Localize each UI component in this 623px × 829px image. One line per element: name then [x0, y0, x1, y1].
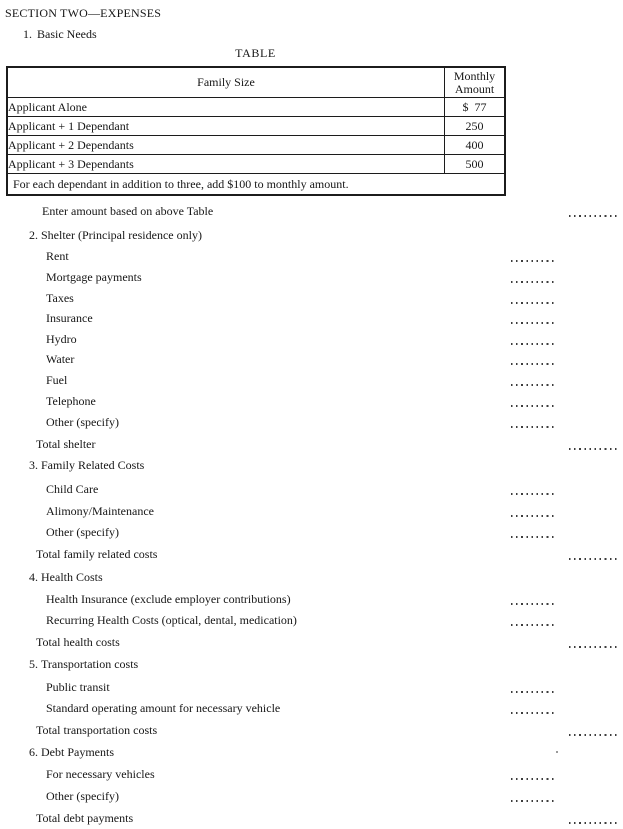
section-header-health-costs — [0, 571, 623, 585]
expense-line — [0, 374, 623, 388]
section-title: Family Related Costs — [41, 458, 145, 472]
table-row — [7, 136, 505, 155]
expense-item-label: Water — [46, 352, 75, 366]
amount-cell: $ 77 — [445, 98, 506, 117]
section-number: 1. — [23, 27, 32, 41]
expense-item-label: Other (specify) — [46, 789, 119, 803]
total-line — [0, 438, 623, 452]
section-title: Shelter (Principal residence only) — [41, 228, 202, 242]
expense-item-label: Other (specify) — [46, 415, 119, 429]
section-header-basic-needs — [0, 28, 623, 42]
amount-field-dots — [511, 322, 557, 324]
section-number: 5. — [29, 657, 38, 671]
total-label: Total transportation costs — [36, 723, 158, 737]
section-title: Basic Needs — [37, 27, 97, 41]
expense-item-label: For necessary vehicles — [46, 767, 155, 781]
expense-line — [0, 790, 623, 804]
total-line — [0, 724, 623, 738]
amount-cell: 250 — [445, 117, 506, 136]
table-footnote-row — [7, 174, 505, 196]
amount-field-dots — [511, 260, 557, 262]
amount-field-dots — [511, 493, 557, 495]
basic-needs-table — [6, 66, 506, 196]
expense-line — [0, 353, 623, 367]
section-header-transportation — [0, 658, 623, 672]
expense-item-label: Other (specify) — [46, 525, 119, 539]
expense-line — [0, 312, 623, 326]
amount-field-dots — [569, 558, 620, 560]
amount-field-dots — [511, 624, 557, 626]
expense-line — [0, 681, 623, 695]
expense-line — [0, 292, 623, 306]
family-size-header: Family Size — [7, 67, 445, 98]
amount-field-dots — [569, 646, 620, 648]
total-label: Total health costs — [36, 635, 120, 649]
expense-line — [0, 702, 623, 716]
expense-item-label: Standard operating amount for necessary vehicle — [46, 701, 281, 715]
amount-cell: 500 — [445, 155, 506, 174]
family-size-cell: Applicant + 1 Dependant — [7, 117, 445, 136]
section-number: 4. — [29, 570, 38, 584]
expense-line — [0, 271, 623, 285]
expense-line — [0, 416, 623, 430]
enter-amount-label: Enter amount based on above Table — [42, 204, 214, 218]
amount-field-dots — [569, 822, 620, 824]
amount-field-dots — [511, 691, 557, 693]
expense-line — [0, 768, 623, 782]
amount-field-dots — [511, 426, 557, 428]
page-title: SECTION TWO—EXPENSES — [5, 6, 162, 20]
table-header-row — [7, 67, 505, 98]
amount-field-dots — [511, 302, 557, 304]
section-number: 2. — [29, 228, 38, 242]
expense-line — [0, 505, 623, 519]
expense-item-label: Alimony/Maintenance — [46, 504, 154, 518]
expense-item-label: Recurring Health Costs (optical, dental, medication) — [46, 613, 297, 627]
section-header-family-costs — [0, 459, 623, 473]
total-line — [0, 812, 623, 826]
total-label: Total family related costs — [36, 547, 158, 561]
amount-field-dots — [511, 343, 557, 345]
total-label: Total debt payments — [36, 811, 134, 825]
expense-item-label: Taxes — [46, 291, 74, 305]
expense-item-label: Fuel — [46, 373, 68, 387]
expense-item-label: Hydro — [46, 332, 77, 346]
amount-field-dots — [511, 405, 557, 407]
amount-field-dots — [511, 712, 557, 714]
amount-field-dots — [569, 215, 620, 217]
amount-field-dots — [511, 363, 557, 365]
expense-item-label: Rent — [46, 249, 69, 263]
expense-line — [0, 250, 623, 264]
total-line — [0, 548, 623, 562]
expense-item-label: Child Care — [46, 482, 99, 496]
family-size-cell: Applicant + 3 Dependants — [7, 155, 445, 174]
monthly-amount-header: Monthly Amount — [445, 67, 506, 98]
enter-amount-line — [0, 205, 623, 219]
expense-item-label: Mortgage payments — [46, 270, 142, 284]
table-caption: TABLE — [235, 46, 276, 60]
family-size-cell: Applicant Alone — [7, 98, 445, 117]
section-title: Transportation costs — [41, 657, 139, 671]
section-header-shelter — [0, 229, 623, 243]
total-label: Total shelter — [36, 437, 96, 451]
expense-line — [0, 614, 623, 628]
expense-item-label: Telephone — [46, 394, 96, 408]
section-number: 3. — [29, 458, 38, 472]
family-size-cell: Applicant + 2 Dependants — [7, 136, 445, 155]
amount-field-dots — [511, 384, 557, 386]
expense-item-label: Public transit — [46, 680, 110, 694]
expense-item-label: Insurance — [46, 311, 93, 325]
section-number: 6. — [29, 745, 38, 759]
amount-field-dots — [511, 603, 557, 605]
expense-line — [0, 333, 623, 347]
expense-line — [0, 395, 623, 409]
amount-field-dots — [511, 515, 557, 517]
expense-line — [0, 593, 623, 607]
section-title: Debt Payments — [41, 745, 114, 759]
expense-line — [0, 526, 623, 540]
expense-item-label: Health Insurance (exclude employer contributions) — [46, 592, 291, 606]
table-footnote: For each dependant in addition to three, add $100 to monthly amount. — [7, 174, 505, 196]
amount-cell: 400 — [445, 136, 506, 155]
table-row — [7, 117, 505, 136]
section-title: Health Costs — [41, 570, 103, 584]
amount-field-dots — [511, 778, 557, 780]
table-row — [7, 155, 505, 174]
section-header-debt-payments — [0, 746, 623, 760]
total-line — [0, 636, 623, 650]
amount-field-dots — [511, 800, 557, 802]
table-row — [7, 98, 505, 117]
expense-line — [0, 483, 623, 497]
amount-field-dots — [569, 734, 620, 736]
scan-artifact-dot — [556, 751, 558, 753]
amount-field-dots — [569, 448, 620, 450]
amount-field-dots — [511, 281, 557, 283]
amount-field-dots — [511, 536, 557, 538]
